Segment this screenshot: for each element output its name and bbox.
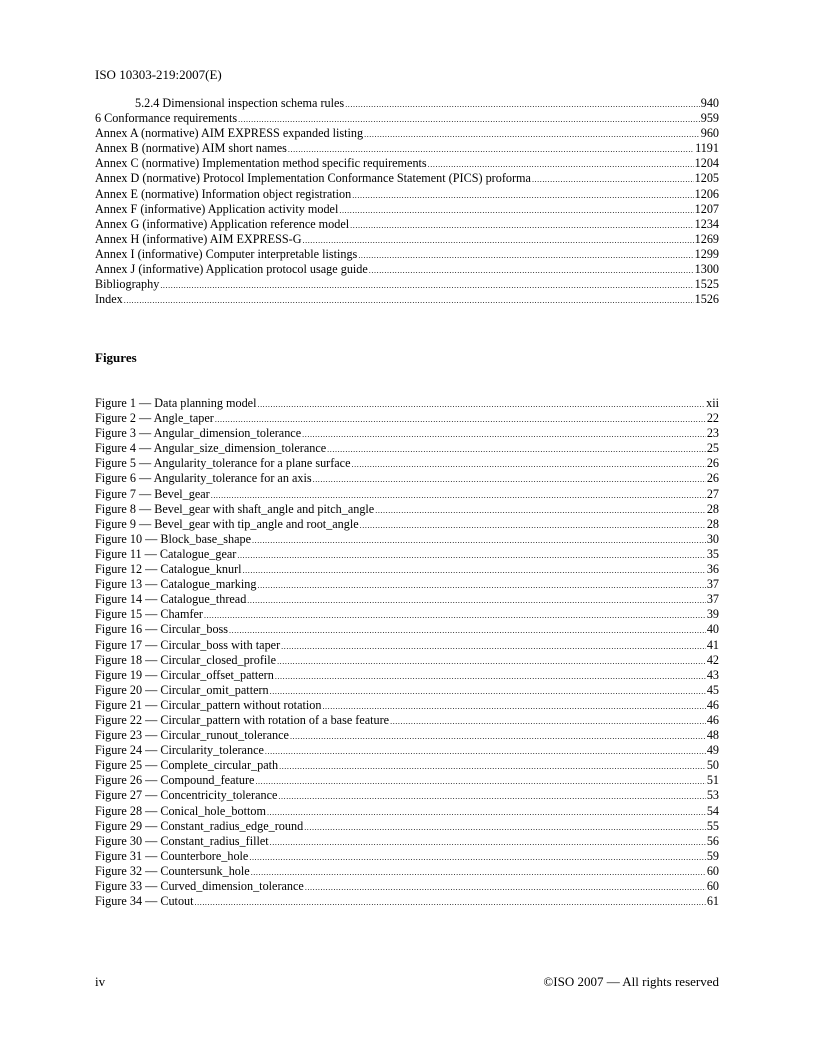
figure-entry[interactable]: [95, 577, 719, 592]
figure-entry[interactable]: [95, 849, 719, 864]
figure-entry-page: 48: [706, 728, 719, 743]
figure-entry-title: Figure 24 — Circularity_tolerance: [95, 743, 264, 758]
toc-entry-title: Bibliography: [95, 277, 160, 292]
figure-entry-page: 37: [706, 592, 719, 607]
dot-leader: [352, 188, 693, 203]
dot-leader: [390, 714, 706, 729]
toc-entry-title: Annex B (normative) AIM short names: [95, 141, 287, 156]
figure-entry[interactable]: [95, 758, 719, 773]
figure-entry-page: 59: [706, 848, 719, 863]
figure-entry[interactable]: [95, 411, 719, 426]
dot-leader: [322, 699, 705, 714]
toc-entry-title: Annex A (normative) AIM EXPRESS expanded listing: [95, 126, 364, 141]
toc-entry[interactable]: [95, 171, 719, 186]
figure-entry-title: Figure 9 — Bevel_gear with tip_angle and root_angle: [95, 516, 359, 531]
toc-entry-title: Annex C (normative) Implementation method specific requirements: [95, 156, 427, 171]
toc-entry-page: 1234: [694, 216, 719, 231]
figure-entry-page: 60: [706, 879, 719, 893]
list-of-figures: [95, 396, 719, 909]
toc-entry-title: Annex D (normative) Protocol Implementation Conformance Statement (PICS) proforma: [95, 171, 531, 186]
figure-entry-page: xii: [706, 396, 719, 410]
figure-entry-title: Figure 14 — Catalogue_thread: [95, 592, 247, 607]
toc-entry[interactable]: [95, 277, 719, 292]
figure-entry[interactable]: [95, 396, 719, 411]
figure-entry-page: 61: [706, 894, 719, 909]
figure-entry[interactable]: [95, 773, 719, 788]
figure-entry-title: Figure 26 — Compound_feature: [95, 773, 255, 788]
figure-entry-page: 25: [706, 441, 719, 456]
document-header: ISO 10303-219:2007(E): [95, 67, 222, 82]
figure-entry-page: 26: [706, 471, 719, 486]
figure-entry[interactable]: [95, 592, 719, 607]
figure-entry[interactable]: [95, 834, 719, 849]
figure-entry-page: 46: [706, 697, 719, 712]
copyright-notice: ©ISO 2007 — All rights reserved: [543, 974, 719, 989]
toc-entry-page: 1526: [694, 292, 719, 307]
figure-entry-title: Figure 11 — Catalogue_gear: [95, 546, 237, 561]
dot-leader: [364, 127, 700, 142]
figure-entry[interactable]: [95, 668, 719, 683]
figure-entry-page: 37: [706, 577, 719, 592]
dot-leader: [251, 865, 706, 880]
figure-entry[interactable]: [95, 487, 719, 502]
figure-entry-title: Figure 22 — Circular_pattern with rotation of a base feature: [95, 712, 390, 727]
toc-entry[interactable]: [95, 141, 719, 156]
figure-entry-page: 23: [706, 426, 719, 441]
figure-entry-page: 43: [706, 667, 719, 682]
dot-leader: [252, 533, 706, 548]
dot-leader: [281, 639, 706, 654]
toc-entry-title: Annex E (normative) Information object registration: [95, 186, 352, 201]
figure-entry-title: Figure 33 — Curved_dimension_tolerance: [95, 879, 304, 893]
toc-entry[interactable]: [95, 96, 719, 111]
figure-entry-page: 42: [706, 652, 719, 667]
figure-entry[interactable]: [95, 441, 719, 456]
dot-leader: [278, 789, 705, 804]
figure-entry-page: 45: [706, 682, 719, 697]
dot-leader: [267, 805, 706, 820]
figure-entry-title: Figure 6 — Angularity_tolerance for an axis: [95, 471, 312, 486]
figure-entry-title: Figure 7 — Bevel_gear: [95, 486, 210, 501]
dot-leader: [345, 97, 700, 112]
figure-entry[interactable]: [95, 471, 719, 486]
figure-entry-title: Figure 29 — Constant_radius_edge_round: [95, 818, 304, 833]
toc-entry-page: 959: [700, 111, 719, 126]
dot-leader: [124, 293, 694, 308]
figure-entry[interactable]: [95, 426, 719, 441]
figure-entry-title: Figure 25 — Complete_circular_path: [95, 758, 279, 773]
figure-entry-title: Figure 32 — Countersunk_hole: [95, 863, 250, 878]
figures-heading: Figures: [95, 350, 137, 365]
toc-entry-page: 1207: [694, 201, 719, 216]
dot-leader: [247, 593, 706, 608]
dot-leader: [428, 157, 694, 172]
toc-entry-page: 1191: [695, 141, 719, 156]
figure-entry-title: Figure 28 — Conical_hole_bottom: [95, 803, 266, 818]
figure-entry-title: Figure 21 — Circular_pattern without rotation: [95, 697, 322, 712]
toc-entry-title: Annex H (informative) AIM EXPRESS-G: [95, 231, 302, 246]
toc-entry[interactable]: [95, 292, 719, 307]
figure-entry-page: 22: [706, 411, 719, 426]
dot-leader: [369, 263, 694, 278]
dot-leader: [358, 248, 693, 263]
toc-entry-title: Annex G (informative) Application reference model: [95, 216, 350, 231]
toc-entry-title: Index: [95, 292, 123, 307]
toc-entry[interactable]: [95, 126, 719, 141]
figure-entry[interactable]: [95, 622, 719, 637]
dot-leader: [305, 880, 706, 895]
dot-leader: [352, 457, 706, 472]
dot-leader: [275, 669, 706, 684]
toc-entry[interactable]: [95, 262, 719, 277]
figure-entry[interactable]: [95, 743, 719, 758]
toc-entry-title: Annex J (informative) Application protocol usage guide: [95, 262, 368, 277]
dot-leader: [265, 744, 706, 759]
figure-entry[interactable]: [95, 653, 719, 668]
figure-entry[interactable]: [95, 562, 719, 577]
figure-entry-page: 49: [706, 743, 719, 758]
figure-entry-title: Figure 4 — Angular_size_dimension_tolerance: [95, 441, 327, 456]
figure-entry-page: 51: [706, 773, 719, 788]
figure-entry-title: Figure 5 — Angularity_tolerance for a plane surface: [95, 456, 351, 471]
dot-leader: [237, 548, 705, 563]
dot-leader: [303, 233, 694, 248]
figure-entry[interactable]: [95, 502, 719, 517]
dot-leader: [211, 488, 706, 503]
figure-entry-title: Figure 13 — Catalogue_marking: [95, 577, 257, 592]
toc-entry[interactable]: [95, 232, 719, 247]
toc-entry[interactable]: [95, 156, 719, 171]
figure-entry[interactable]: [95, 698, 719, 713]
toc-entry-page: 940: [700, 96, 719, 110]
dot-leader: [290, 729, 706, 744]
figure-entry-title: Figure 15 — Chamfer: [95, 607, 203, 622]
figure-entry[interactable]: [95, 894, 719, 909]
page-number: iv: [95, 974, 106, 989]
dot-leader: [270, 835, 706, 850]
dot-leader: [375, 503, 706, 518]
toc-entry-title: Annex F (informative) Application activity model: [95, 201, 339, 216]
dot-leader: [327, 442, 706, 457]
dot-leader: [229, 623, 706, 638]
toc-entry-page: 1205: [694, 171, 719, 186]
dot-leader: [255, 774, 705, 789]
figure-entry-page: 41: [706, 637, 719, 652]
figure-entry-title: Figure 31 — Counterbore_hole: [95, 848, 249, 863]
figure-entry-page: 35: [706, 546, 719, 561]
dot-leader: [302, 427, 706, 442]
figure-entry-page: 40: [706, 622, 719, 637]
toc-entry-page: 1204: [694, 156, 719, 171]
figure-entry-title: Figure 8 — Bevel_gear with shaft_angle and pitch_angle: [95, 501, 375, 516]
dot-leader: [204, 608, 706, 623]
toc-entry-page: 960: [700, 126, 719, 141]
toc-entry[interactable]: [95, 111, 719, 126]
dot-leader: [279, 759, 706, 774]
figure-entry-page: 55: [706, 818, 719, 833]
figure-entry-title: Figure 30 — Constant_radius_fillet: [95, 833, 269, 848]
dot-leader: [532, 172, 694, 187]
dot-leader: [304, 820, 706, 835]
figure-entry[interactable]: [95, 788, 719, 803]
figure-entry-title: Figure 12 — Catalogue_knurl: [95, 562, 242, 577]
figure-entry-title: Figure 27 — Concentricity_tolerance: [95, 788, 278, 803]
figure-entry-title: Figure 18 — Circular_closed_profile: [95, 652, 277, 667]
dot-leader: [195, 895, 706, 910]
figure-entry-page: 54: [706, 803, 719, 818]
figure-entry-title: Figure 19 — Circular_offset_pattern: [95, 667, 274, 682]
figure-entry[interactable]: [95, 547, 719, 562]
toc-entry-page: 1300: [694, 262, 719, 277]
figure-entry[interactable]: [95, 607, 719, 622]
figure-entry[interactable]: [95, 728, 719, 743]
toc-entry-title: 5.2.4 Dimensional inspection schema rules: [135, 96, 345, 110]
toc-entry[interactable]: [95, 202, 719, 217]
figure-entry-title: Figure 34 — Cutout: [95, 894, 194, 909]
dot-leader: [238, 112, 700, 127]
dot-leader: [257, 397, 705, 412]
figure-entry-page: 46: [706, 712, 719, 727]
dot-leader: [243, 563, 706, 578]
dot-leader: [257, 578, 705, 593]
toc-entry-title: 6 Conformance requirements: [95, 111, 238, 126]
toc-entry-page: 1269: [694, 231, 719, 246]
figure-entry-page: 50: [706, 758, 719, 773]
figure-entry[interactable]: [95, 864, 719, 879]
toc-entry-page: 1299: [694, 246, 719, 261]
figure-entry-title: Figure 1 — Data planning model: [95, 396, 257, 410]
figure-entry-title: Figure 20 — Circular_omit_pattern: [95, 682, 269, 697]
dot-leader: [360, 518, 706, 533]
figure-entry-page: 53: [706, 788, 719, 803]
figure-entry-title: Figure 16 — Circular_boss: [95, 622, 229, 637]
dot-leader: [215, 412, 706, 427]
figure-entry-title: Figure 3 — Angular_dimension_tolerance: [95, 426, 302, 441]
figure-entry[interactable]: [95, 517, 719, 532]
dot-leader: [313, 472, 706, 487]
figure-entry[interactable]: [95, 638, 719, 653]
figure-entry[interactable]: [95, 713, 719, 728]
figure-entry-title: Figure 10 — Block_base_shape: [95, 531, 252, 546]
figure-entry[interactable]: [95, 819, 719, 834]
table-of-contents: [95, 96, 719, 307]
figure-entry-page: 28: [706, 501, 719, 516]
figure-entry-page: 27: [706, 486, 719, 501]
figure-entry-page: 56: [706, 833, 719, 848]
dot-leader: [249, 850, 705, 865]
dot-leader: [339, 203, 693, 218]
figure-entry-page: 39: [706, 607, 719, 622]
figure-entry-page: 26: [706, 456, 719, 471]
figure-entry-title: Figure 17 — Circular_boss with taper: [95, 637, 281, 652]
dot-leader: [288, 142, 694, 157]
dot-leader: [160, 278, 693, 293]
figure-entry-page: 36: [706, 562, 719, 577]
dot-leader: [350, 218, 693, 233]
figure-entry[interactable]: [95, 456, 719, 471]
figure-entry-title: Figure 23 — Circular_runout_tolerance: [95, 728, 289, 743]
toc-entry[interactable]: [95, 217, 719, 232]
figure-entry-page: 30: [706, 531, 719, 546]
figure-entry[interactable]: [95, 532, 719, 547]
toc-entry-title: Annex I (informative) Computer interpretable listings: [95, 246, 358, 261]
figure-entry-page: 28: [706, 516, 719, 531]
figure-entry[interactable]: [95, 804, 719, 819]
toc-entry[interactable]: [95, 247, 719, 262]
toc-entry[interactable]: [95, 187, 719, 202]
toc-entry-page: 1525: [694, 277, 719, 292]
figure-entry[interactable]: [95, 879, 719, 894]
figure-entry[interactable]: [95, 683, 719, 698]
dot-leader: [270, 684, 706, 699]
figure-entry-page: 60: [706, 863, 719, 878]
toc-entry-page: 1206: [694, 186, 719, 201]
dot-leader: [277, 654, 706, 669]
figure-entry-title: Figure 2 — Angle_taper: [95, 411, 214, 426]
